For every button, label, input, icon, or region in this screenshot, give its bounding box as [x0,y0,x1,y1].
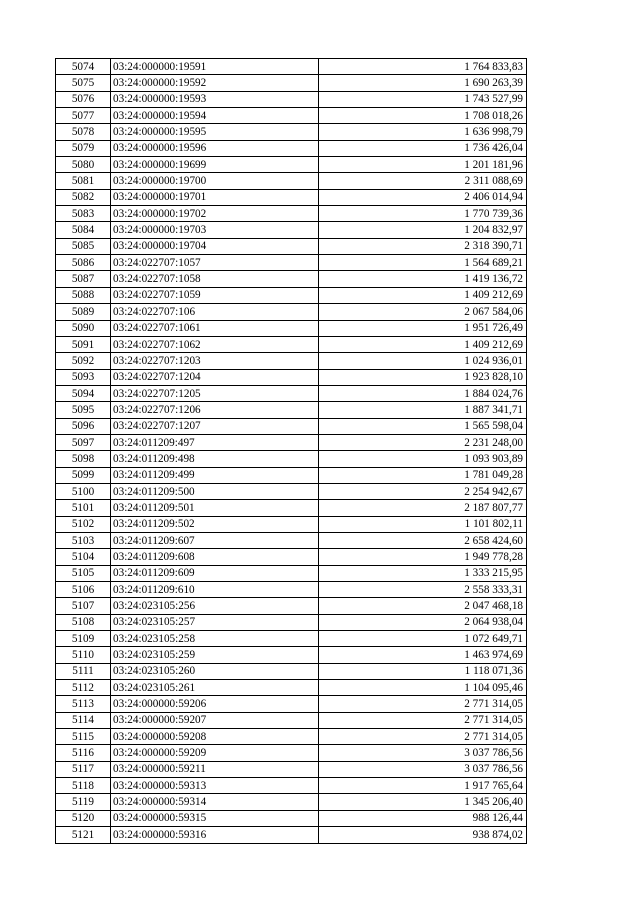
row-number-cell: 5086 [56,255,111,271]
table-row [56,157,527,173]
cadastral-value-cell: 2 254 942,67 [319,483,527,499]
row-number-cell: 5085 [56,238,111,254]
cadastral-number-cell: 03:24:011209:502 [111,516,319,532]
cadastral-value-cell: 1 923 828,10 [319,369,527,385]
row-number-cell: 5109 [56,631,111,647]
row-number-cell: 5116 [56,745,111,761]
row-number-cell: 5120 [56,810,111,826]
cadastral-value-cell: 1 949 778,28 [319,549,527,565]
cadastral-value-cell: 1 636 998,79 [319,124,527,140]
table-row [56,304,527,320]
row-number-cell: 5090 [56,320,111,336]
cadastral-number-cell: 03:24:022707:1062 [111,336,319,352]
cadastral-number-cell: 03:24:023105:256 [111,598,319,614]
cadastral-number-cell: 03:24:000000:19702 [111,206,319,222]
cadastral-value-cell: 2 064 938,04 [319,614,527,630]
cadastral-number-cell: 03:24:011209:501 [111,500,319,516]
cadastral-value-cell: 1 118 071,36 [319,663,527,679]
cadastral-number-cell: 03:24:022707:1204 [111,369,319,385]
row-number-cell: 5104 [56,549,111,565]
table-row [56,696,527,712]
cadastral-value-cell: 1 201 181,96 [319,157,527,173]
cadastral-number-cell: 03:24:023105:260 [111,663,319,679]
cadastral-number-cell: 03:24:000000:19704 [111,238,319,254]
row-number-cell: 5106 [56,582,111,598]
table-body [56,59,527,844]
cadastral-number-cell: 03:24:022707:1057 [111,255,319,271]
row-number-cell: 5101 [56,500,111,516]
cadastral-value-cell: 2 231 248,00 [319,434,527,450]
table-row [56,827,527,843]
table-row [56,353,527,369]
cadastral-value-cell: 2 658 424,60 [319,532,527,548]
cadastral-number-cell: 03:24:022707:1203 [111,353,319,369]
table-row [56,385,527,401]
row-number-cell: 5074 [56,59,111,75]
table-row [56,287,527,303]
cadastral-value-cell: 1 951 726,49 [319,320,527,336]
cadastral-number-cell: 03:24:000000:59316 [111,827,319,843]
cadastral-value-cell: 1 345 206,40 [319,794,527,810]
table-row [56,369,527,385]
cadastral-number-cell: 03:24:000000:59315 [111,810,319,826]
table-row [56,761,527,777]
cadastral-value-cell: 2 187 807,77 [319,500,527,516]
row-number-cell: 5081 [56,173,111,189]
table-row [56,729,527,745]
row-number-cell: 5117 [56,761,111,777]
cadastral-number-cell: 03:24:022707:1205 [111,385,319,401]
table-row [56,565,527,581]
cadastral-number-cell: 03:24:000000:59206 [111,696,319,712]
table-row [56,680,527,696]
table-row [56,320,527,336]
cadastral-value-cell: 1 024 936,01 [319,353,527,369]
cadastral-number-cell: 03:24:000000:19595 [111,124,319,140]
cadastral-number-cell: 03:24:000000:59211 [111,761,319,777]
cadastral-number-cell: 03:24:011209:607 [111,532,319,548]
row-number-cell: 5113 [56,696,111,712]
row-number-cell: 5095 [56,402,111,418]
cadastral-number-cell: 03:24:000000:19594 [111,108,319,124]
cadastral-number-cell: 03:24:011209:497 [111,434,319,450]
cadastral-value-cell: 1 690 263,39 [319,75,527,91]
table-row [56,140,527,156]
table-row [56,663,527,679]
row-number-cell: 5077 [56,108,111,124]
table-row [56,516,527,532]
table-row [56,712,527,728]
cadastral-value-cell: 1 409 212,69 [319,287,527,303]
row-number-cell: 5087 [56,271,111,287]
row-number-cell: 5121 [56,827,111,843]
row-number-cell: 5099 [56,467,111,483]
table-row [56,238,527,254]
cadastral-value-cell: 988 126,44 [319,810,527,826]
cadastral-value-cell: 2 771 314,05 [319,712,527,728]
table-row [56,631,527,647]
cadastral-number-cell: 03:24:011209:610 [111,582,319,598]
row-number-cell: 5115 [56,729,111,745]
row-number-cell: 5094 [56,385,111,401]
cadastral-value-cell: 1 736 426,04 [319,140,527,156]
cadastral-value-cell: 1 204 832,97 [319,222,527,238]
row-number-cell: 5091 [56,336,111,352]
cadastral-number-cell: 03:24:011209:498 [111,451,319,467]
cadastral-value-cell: 1 419 136,72 [319,271,527,287]
table-row [56,467,527,483]
row-number-cell: 5075 [56,75,111,91]
cadastral-number-cell: 03:24:000000:19701 [111,189,319,205]
row-number-cell: 5111 [56,663,111,679]
cadastral-value-cell: 1 565 598,04 [319,418,527,434]
table-row [56,75,527,91]
cadastral-value-cell: 1 887 341,71 [319,402,527,418]
cadastral-value-cell: 1 463 974,69 [319,647,527,663]
table-row [56,778,527,794]
row-number-cell: 5100 [56,483,111,499]
cadastral-number-cell: 03:24:000000:19591 [111,59,319,75]
row-number-cell: 5079 [56,140,111,156]
table-row [56,434,527,450]
cadastral-value-cell: 938 874,02 [319,827,527,843]
cadastral-value-cell: 2 771 314,05 [319,729,527,745]
table-row [56,810,527,826]
cadastral-number-cell: 03:24:022707:1059 [111,287,319,303]
row-number-cell: 5080 [56,157,111,173]
cadastral-number-cell: 03:24:000000:19592 [111,75,319,91]
table-row [56,794,527,810]
row-number-cell: 5118 [56,778,111,794]
cadastral-value-cell: 1 093 903,89 [319,451,527,467]
cadastral-number-cell: 03:24:011209:608 [111,549,319,565]
table-row [56,483,527,499]
table-row [56,189,527,205]
table-row [56,451,527,467]
cadastral-value-cell: 2 067 584,06 [319,304,527,320]
table-row [56,173,527,189]
row-number-cell: 5103 [56,532,111,548]
row-number-cell: 5110 [56,647,111,663]
cadastral-number-cell: 03:24:023105:258 [111,631,319,647]
cadastral-number-cell: 03:24:011209:500 [111,483,319,499]
cadastral-value-cell: 1 564 689,21 [319,255,527,271]
table-row [56,271,527,287]
row-number-cell: 5093 [56,369,111,385]
cadastral-number-cell: 03:24:000000:59208 [111,729,319,745]
table-row [56,402,527,418]
cadastral-number-cell: 03:24:023105:257 [111,614,319,630]
cadastral-number-cell: 03:24:023105:259 [111,647,319,663]
cadastral-value-cell: 2 311 088,69 [319,173,527,189]
cadastral-number-cell: 03:24:011209:609 [111,565,319,581]
row-number-cell: 5114 [56,712,111,728]
row-number-cell: 5108 [56,614,111,630]
cadastral-value-table [55,58,527,844]
table-row [56,206,527,222]
row-number-cell: 5092 [56,353,111,369]
row-number-cell: 5112 [56,680,111,696]
row-number-cell: 5082 [56,189,111,205]
cadastral-value-cell: 1 770 739,36 [319,206,527,222]
row-number-cell: 5084 [56,222,111,238]
cadastral-number-cell: 03:24:022707:106 [111,304,319,320]
cadastral-number-cell: 03:24:000000:59209 [111,745,319,761]
cadastral-value-cell: 1 101 802,11 [319,516,527,532]
row-number-cell: 5089 [56,304,111,320]
table-row [56,745,527,761]
table-row [56,418,527,434]
cadastral-value-cell: 1 884 024,76 [319,385,527,401]
cadastral-number-cell: 03:24:022707:1058 [111,271,319,287]
cadastral-value-cell: 1 104 095,46 [319,680,527,696]
cadastral-number-cell: 03:24:022707:1061 [111,320,319,336]
cadastral-number-cell: 03:24:000000:59207 [111,712,319,728]
cadastral-number-cell: 03:24:022707:1206 [111,402,319,418]
cadastral-value-cell: 2 047 468,18 [319,598,527,614]
row-number-cell: 5088 [56,287,111,303]
table-row [56,532,527,548]
cadastral-value-cell: 1 708 018,26 [319,108,527,124]
table-row [56,336,527,352]
cadastral-number-cell: 03:24:000000:19596 [111,140,319,156]
cadastral-value-cell: 1 917 765,64 [319,778,527,794]
row-number-cell: 5105 [56,565,111,581]
cadastral-value-cell: 3 037 786,56 [319,745,527,761]
row-number-cell: 5083 [56,206,111,222]
table-row [56,582,527,598]
table-row [56,124,527,140]
cadastral-value-cell: 3 037 786,56 [319,761,527,777]
cadastral-value-cell: 1 072 649,71 [319,631,527,647]
cadastral-number-cell: 03:24:011209:499 [111,467,319,483]
table-row [56,549,527,565]
cadastral-number-cell: 03:24:022707:1207 [111,418,319,434]
table-row [56,108,527,124]
table-row [56,255,527,271]
table-row [56,614,527,630]
cadastral-number-cell: 03:24:000000:19700 [111,173,319,189]
cadastral-value-cell: 2 771 314,05 [319,696,527,712]
cadastral-value-cell: 1 409 212,69 [319,336,527,352]
row-number-cell: 5097 [56,434,111,450]
cadastral-value-cell: 2 318 390,71 [319,238,527,254]
cadastral-value-cell: 2 558 333,31 [319,582,527,598]
row-number-cell: 5107 [56,598,111,614]
cadastral-number-cell: 03:24:000000:19593 [111,91,319,107]
row-number-cell: 5076 [56,91,111,107]
table-row [56,598,527,614]
table-row [56,91,527,107]
cadastral-value-cell: 1 333 215,95 [319,565,527,581]
row-number-cell: 5098 [56,451,111,467]
cadastral-number-cell: 03:24:000000:59314 [111,794,319,810]
cadastral-value-cell: 1 764 833,83 [319,59,527,75]
cadastral-value-cell: 1 743 527,99 [319,91,527,107]
cadastral-number-cell: 03:24:000000:19703 [111,222,319,238]
table-row [56,647,527,663]
cadastral-number-cell: 03:24:000000:19699 [111,157,319,173]
row-number-cell: 5096 [56,418,111,434]
table-row [56,59,527,75]
row-number-cell: 5119 [56,794,111,810]
row-number-cell: 5078 [56,124,111,140]
cadastral-number-cell: 03:24:023105:261 [111,680,319,696]
cadastral-value-cell: 2 406 014,94 [319,189,527,205]
table-row [56,222,527,238]
row-number-cell: 5102 [56,516,111,532]
table-row [56,500,527,516]
cadastral-value-cell: 1 781 049,28 [319,467,527,483]
cadastral-number-cell: 03:24:000000:59313 [111,778,319,794]
